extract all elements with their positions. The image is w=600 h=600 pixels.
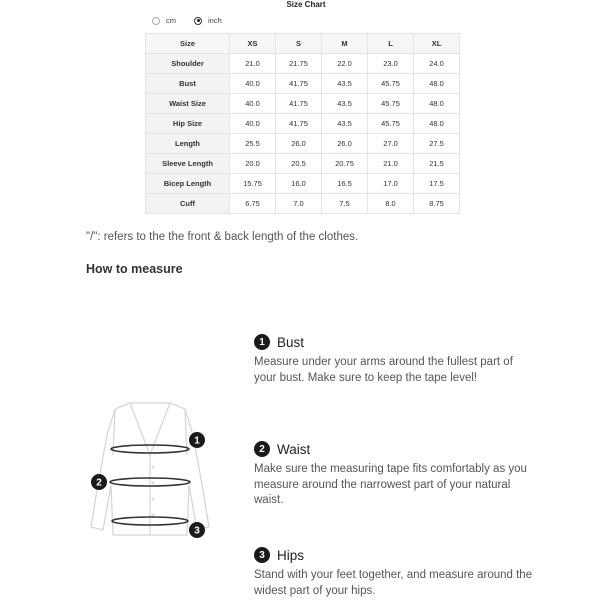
unit-label-inch: inch <box>208 16 222 25</box>
table-cell: 40.0 <box>230 74 276 94</box>
table-cell: 8.0 <box>368 194 414 214</box>
table-cell: 6.75 <box>230 194 276 214</box>
step-title: Bust <box>277 334 305 350</box>
length-note: "/": refers to the the front & back length of the clothes. <box>86 231 359 243</box>
table-row <box>146 134 460 154</box>
table-cell: 23.0 <box>368 54 414 74</box>
cardigan-measure-figure <box>85 395 215 555</box>
table-cell: 7.0 <box>276 194 322 214</box>
table-cell: 21.0 <box>368 154 414 174</box>
step-number-icon: 3 <box>254 547 270 563</box>
radio-inch-icon[interactable] <box>194 17 202 25</box>
table-row <box>146 154 460 174</box>
table-row <box>146 114 460 134</box>
table-row <box>146 94 460 114</box>
table-cell: 48.0 <box>414 94 460 114</box>
step-description: Make sure the measuring tape fits comfortably as you measure around the narrowest part of your natural waist. <box>254 463 527 506</box>
header-m: M <box>322 34 368 54</box>
bust-marker-icon <box>189 432 205 448</box>
how-to-measure-heading: How to measure <box>86 262 183 276</box>
table-row <box>146 74 460 94</box>
table-cell: 17.0 <box>368 174 414 194</box>
table-cell: 20.5 <box>276 154 322 174</box>
row-label: Cuff <box>146 194 230 214</box>
header-s: S <box>276 34 322 54</box>
bust-tape-line <box>111 445 189 453</box>
marker-label: 1 <box>194 435 200 447</box>
table-cell: 48.0 <box>414 74 460 94</box>
header-l: L <box>368 34 414 54</box>
step-number-icon: 2 <box>254 441 270 457</box>
table-cell: 21.75 <box>276 54 322 74</box>
unit-option-cm[interactable] <box>152 16 176 25</box>
step-waist <box>254 441 534 509</box>
header-size: Size <box>146 34 230 54</box>
size-chart-title: Size Chart <box>286 0 326 9</box>
header-xl: XL <box>414 34 460 54</box>
table-cell: 40.0 <box>230 114 276 134</box>
table-cell: 17.5 <box>414 174 460 194</box>
table-cell: 25.5 <box>230 134 276 154</box>
table-cell: 43.5 <box>322 74 368 94</box>
table-cell: 7.5 <box>322 194 368 214</box>
step-description: Stand with your feet together, and measure around the widest part of your hips. <box>254 569 533 597</box>
table-row <box>146 194 460 214</box>
table-cell: 26.0 <box>322 134 368 154</box>
table-row <box>146 174 460 194</box>
step-description: Measure under your arms around the fullest part of your bust. Make sure to keep the tape level! <box>254 356 513 384</box>
step-title: Hips <box>277 547 305 563</box>
size-table <box>145 33 460 214</box>
marker-label: 3 <box>194 525 200 537</box>
row-label: Sleeve Length <box>146 154 230 174</box>
unit-option-inch[interactable] <box>194 16 222 25</box>
hips-marker-icon <box>189 522 205 538</box>
table-cell: 16.0 <box>276 174 322 194</box>
table-cell: 41.75 <box>276 114 322 134</box>
header-xs: XS <box>230 34 276 54</box>
table-cell: 21.5 <box>414 154 460 174</box>
marker-label: 2 <box>96 477 102 489</box>
table-cell: 22.0 <box>322 54 368 74</box>
table-cell: 24.0 <box>414 54 460 74</box>
table-cell: 27.5 <box>414 134 460 154</box>
radio-cm-icon[interactable] <box>152 17 160 25</box>
table-cell: 15.75 <box>230 174 276 194</box>
table-cell: 20.0 <box>230 154 276 174</box>
cardigan-button <box>152 498 155 501</box>
step-waist-header <box>254 441 534 457</box>
table-cell: 40.0 <box>230 94 276 114</box>
table-cell: 16.5 <box>322 174 368 194</box>
row-label: Hip Size <box>146 114 230 134</box>
table-cell: 21.0 <box>230 54 276 74</box>
waist-marker-icon <box>91 474 107 490</box>
table-cell: 45.75 <box>368 114 414 134</box>
table-cell: 48.0 <box>414 114 460 134</box>
step-title: Waist <box>277 441 311 457</box>
table-cell: 45.75 <box>368 94 414 114</box>
row-label: Length <box>146 134 230 154</box>
row-label: Shoulder <box>146 54 230 74</box>
step-hips-header <box>254 547 534 563</box>
table-cell: 43.5 <box>322 94 368 114</box>
cardigan-button <box>152 466 155 469</box>
step-bust <box>254 334 534 386</box>
table-header-row <box>146 34 460 54</box>
table-cell: 43.5 <box>322 114 368 134</box>
table-row <box>146 54 460 74</box>
cardigan-button <box>152 482 155 485</box>
row-label: Bust <box>146 74 230 94</box>
table-cell: 8.75 <box>414 194 460 214</box>
table-cell: 41.75 <box>276 74 322 94</box>
table-cell: 27.0 <box>368 134 414 154</box>
row-label: Waist Size <box>146 94 230 114</box>
table-cell: 20.75 <box>322 154 368 174</box>
table-cell: 26.0 <box>276 134 322 154</box>
step-hips <box>254 547 534 599</box>
cardigan-collar-outline <box>130 403 170 455</box>
step-bust-header <box>254 334 534 350</box>
step-number-icon: 1 <box>254 334 270 350</box>
unit-label-cm: cm <box>166 16 176 25</box>
unit-selector <box>152 16 240 25</box>
cardigan-button <box>152 514 155 517</box>
table-cell: 41.75 <box>276 94 322 114</box>
table-cell: 45.75 <box>368 74 414 94</box>
row-label: Bicep Length <box>146 174 230 194</box>
